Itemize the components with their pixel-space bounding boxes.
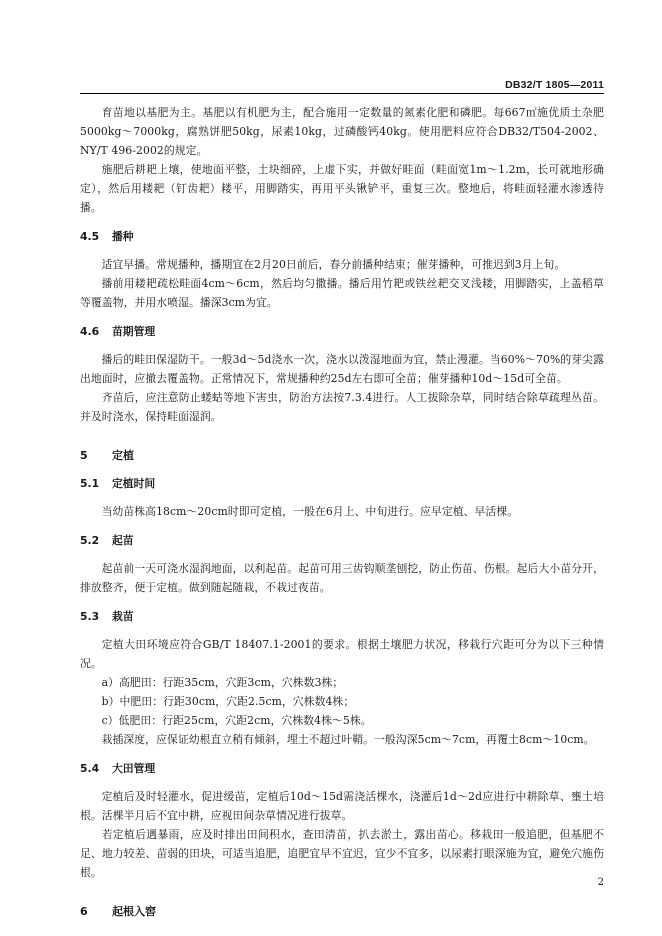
paragraph: 若定植后遇暴雨，应及时排出田间积水，查田清苗，扒去淤土，露出苗心。移栽田一般追肥，但基肥不足、地力较差、苗弱的田块，可适当追肥，追肥宜早不宜迟，宜少不宜多，以尿素打眼深施为宜，避免穴施伤根。 — [80, 828, 604, 879]
paragraph: 适宜早播。常规播种，播期宜在2月20日前后，春分前播种结束；催芽播种，可推迟到3月上旬。 — [101, 258, 566, 271]
heading-number: 6 — [80, 905, 88, 918]
heading-title: 播种 — [112, 230, 134, 243]
paragraph: 施肥后耕耙上壤，使地面平整，土块细碎，上虚下实，并做好畦面（畦面宽1m～1.2m，长可就地形确定），然后用耧耙（钉齿耙）耧平，用脚踏实，再用平头锹铲平，重复三次。整地后，将畦面轻灌水渗透待播。 — [80, 163, 604, 214]
header-rule — [80, 93, 604, 94]
heading-number: 5.1 — [80, 477, 100, 490]
subsection-heading — [80, 761, 604, 777]
section-heading — [80, 904, 604, 920]
paragraph: 起苗前一天可浇水湿润地面，以利起苗。起苗可用三齿钩顺垄刨挖，防止伤苗、伤根。起后大小苗分开，排放整齐，便于定植。做到随起随栽，不栽过夜苗。 — [80, 562, 604, 594]
heading-number: 4.6 — [80, 325, 100, 338]
heading-number: 5.3 — [80, 610, 100, 623]
section-heading — [80, 448, 604, 464]
subsection-heading — [80, 476, 604, 492]
paragraph: 栽插深度，应保证幼根直立稍有倾斜，埋土不超过叶鞘。一般沟深5cm～7cm，再覆土8cm～10cm。 — [101, 733, 595, 746]
paragraph: 定植后及时轻灌水，促进缓苗，定植后10d～15d需浇活棵水，浇灌后1d～2d应进行中耕除草、壅土培根。活棵半月后不宜中耕，应视田间杂草情况进行拔草。 — [80, 790, 604, 822]
heading-title: 苗期管理 — [112, 325, 156, 338]
list-item: a）高肥田：行距35cm，穴距3cm，穴株数3株； — [101, 676, 344, 689]
list-item: b）中肥田：行距30cm，穴距2.5cm，穴株数4株； — [101, 695, 355, 708]
paragraph: 播后的畦田保湿防干。一般3d～5d浇水一次，浇水以泼湿地面为宜，禁止漫灌。当60%～70%的芽尖露出地面时，应撤去覆盖物。正常情况下，常规播种约25d左右即可全苗；催芽播种10d～15d可全苗。 — [80, 353, 604, 385]
heading-title: 起苗 — [112, 534, 134, 547]
subsection-heading — [80, 229, 604, 245]
heading-title: 定植 — [112, 449, 134, 462]
paragraph: 齐苗后，应注意防止蝼蛄等地下害虫，防治方法按7.3.4进行。人工拔除杂草，同时结合除草疏理丛苗。并及时浇水，保持畦面湿润。 — [80, 391, 604, 423]
subsection-heading — [80, 609, 604, 625]
paragraph: 播前用耧耙疏松畦面4cm～6cm，然后均匀撒播。播后用竹耙或铁丝耙交叉浅耧，用脚踏实，上盖稻草等覆盖物，并用水喷湿。播深3cm为宜。 — [80, 277, 604, 309]
subsection-heading — [80, 533, 604, 549]
heading-number: 5.4 — [80, 762, 100, 775]
heading-title: 定植时间 — [112, 477, 156, 490]
heading-title: 栽苗 — [112, 610, 134, 623]
document-body — [80, 103, 604, 932]
document-code: DB32/T 1805—2011 — [505, 79, 604, 91]
subsection-heading — [80, 324, 604, 340]
heading-title: 大田管理 — [112, 762, 156, 775]
heading-number: 5.2 — [80, 534, 100, 547]
heading-title: 起根入窖 — [112, 905, 156, 918]
list-item: c）低肥田：行距25cm，穴距2cm，穴株数4株～5株。 — [101, 714, 372, 727]
page-number: 2 — [597, 877, 604, 888]
heading-number: 5 — [80, 449, 88, 462]
paragraph: 定植大田环境应符合GB/T 18407.1-2001的要求。根据土壤肥力状况，移栽行穴距可分为以下三种情况。 — [80, 638, 604, 670]
paragraph: 当幼苗株高18cm～20cm时即可定植，一般在6月上、中旬进行。应早定植、早活棵。 — [101, 505, 519, 518]
paragraph: 育苗地以基肥为主。基肥以有机肥为主，配合施用一定数量的氮素化肥和磷肥。每667㎡施优质土杂肥5000kg～7000kg，腐熟饼肥50kg，尿素10kg，过磷酸钙40kg。使用肥料应符合DB32/T504-2002、NY/T 496-2002的规定。 — [80, 106, 604, 157]
heading-number: 4.5 — [80, 230, 100, 243]
